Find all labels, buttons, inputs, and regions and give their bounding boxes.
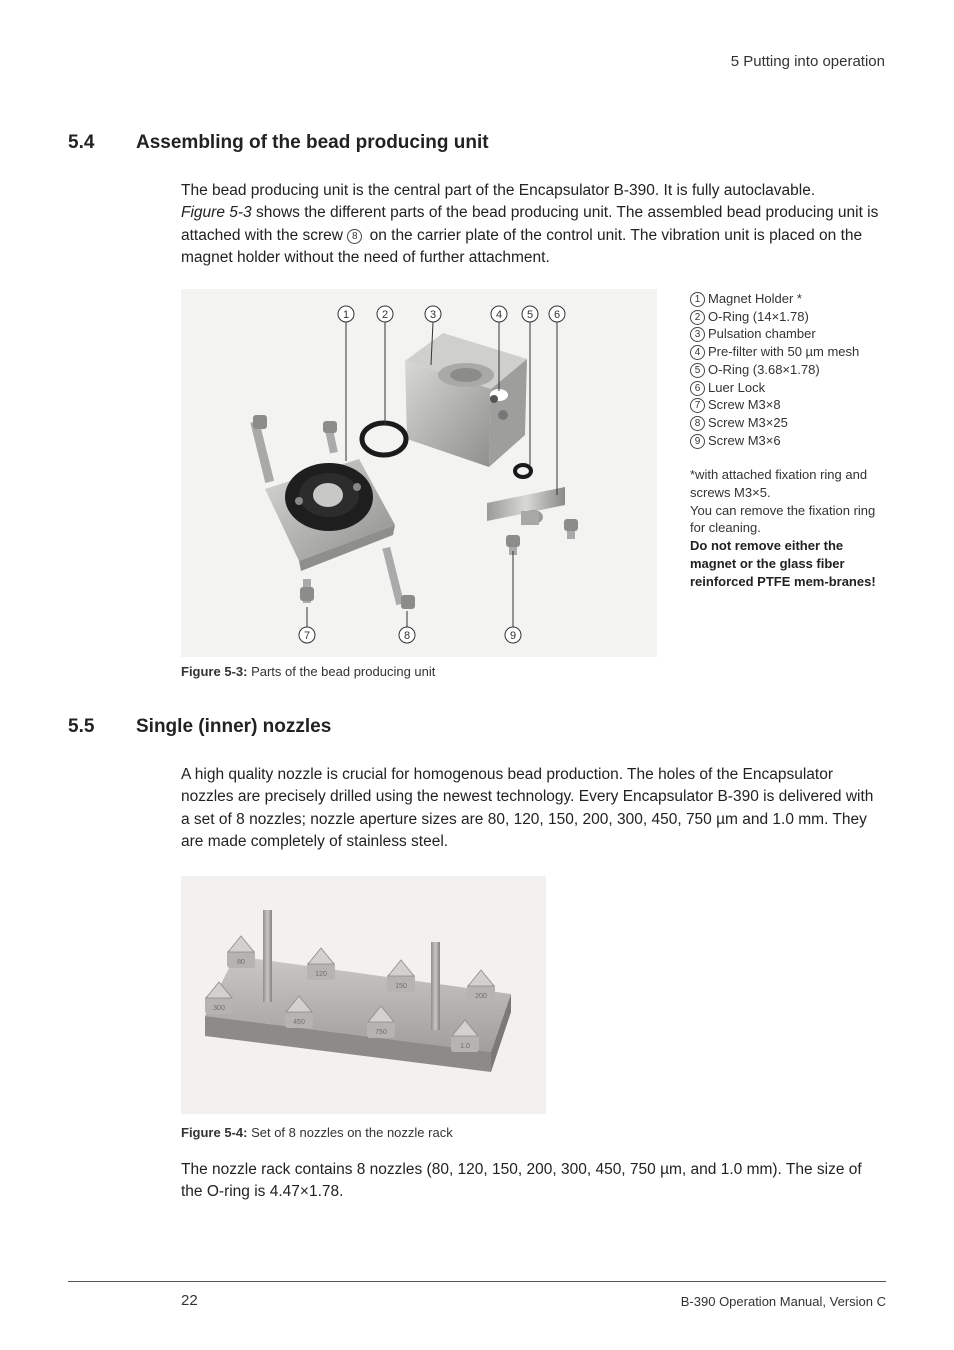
nozzle-size-label: 150 <box>395 983 407 990</box>
legend-item <box>690 396 890 414</box>
svg-text:8: 8 <box>403 630 411 642</box>
nozzle-size-label: 1.0 <box>460 1043 470 1050</box>
legend-item <box>690 432 890 450</box>
paragraph-text: A high quality nozzle is crucial for homogenous bead production. The holes of the Encapsulator nozzles are precisely drilled using the newest technology. Every Encapsulator B-390 is delivered with a set of 8 nozzles; nozzle aperture sizes are 80, 120, 150, 200, 300, 450, 750 µm and 1.0 mm. They are made completely of stainless steel. <box>181 766 874 851</box>
callout-9 <box>505 627 521 643</box>
legend-number: 9 <box>690 434 705 449</box>
legend-number: 6 <box>690 381 705 396</box>
section-5-5-paragraph <box>181 764 886 854</box>
svg-text:9: 9 <box>509 630 517 642</box>
manual-title: B-390 Operation Manual, Version C <box>680 1294 886 1309</box>
legend-text: Magnet Holder * <box>708 291 802 306</box>
legend-text: Screw M3×8 <box>708 397 781 413</box>
paragraph-text: on the carrier plate of the control unit. The vibration unit is placed on the magnet holder without the need of further attachment. <box>181 226 863 267</box>
paragraph-text: The nozzle rack contains 8 nozzles (80, 120, 150, 200, 300, 450, 750 µm, and 1.0 mm). The size of the O-ring is 4.47×1.78. <box>181 1161 862 1201</box>
legend-item <box>690 343 890 361</box>
caption-text: Set of 8 nozzles on the nozzle rack <box>247 1125 453 1140</box>
callout-number: 8 <box>347 229 362 244</box>
callout-8 <box>399 627 415 643</box>
svg-text:4: 4 <box>495 309 503 321</box>
callout-6 <box>549 306 565 322</box>
callout-3 <box>425 306 441 322</box>
figure-5-4-caption <box>181 1125 453 1140</box>
legend-number: 2 <box>690 310 705 325</box>
nozzle-size-label: 80 <box>237 959 245 966</box>
footer-divider <box>68 1281 886 1282</box>
nozzle-size-label: 750 <box>375 1029 387 1036</box>
legend-text: Screw M3×25 <box>708 414 788 430</box>
legend-text: Luer Lock <box>708 379 766 395</box>
figure-5-3-image <box>181 289 657 657</box>
legend-item <box>690 325 890 343</box>
legend-text: Pre-filter with 50 µm mesh <box>708 344 860 360</box>
page-number: 22 <box>181 1292 198 1309</box>
caption-label: Figure 5-3: <box>181 664 248 679</box>
nozzle-rack-paragraph <box>181 1159 886 1204</box>
caption-text: Parts of the bead producing unit <box>247 664 436 679</box>
legend-item <box>690 379 890 397</box>
bead-unit-parts-illustration <box>181 289 657 657</box>
figure-5-3-caption <box>181 664 435 679</box>
callout-7 <box>299 627 315 643</box>
legend-text: Screw M3×6 <box>708 432 781 448</box>
legend-text: O-Ring (14×1.78) <box>708 308 809 324</box>
legend-note: *with attached fixation ring and screws M3×5. <box>690 467 868 501</box>
paragraph-text: shows the different parts of the bead producing unit. The assembled bead producing unit is attached with the screw <box>181 204 879 244</box>
rack-pin <box>431 942 440 1030</box>
legend-item <box>690 361 890 379</box>
svg-text:2: 2 <box>381 309 389 321</box>
caption-label: Figure 5-4: <box>181 1125 248 1140</box>
svg-text:6: 6 <box>553 309 561 321</box>
legend-note-cleaning: You can remove the fixation ring for cleaning. <box>690 502 876 536</box>
callout-2 <box>377 306 393 322</box>
nozzle-rack-illustration <box>181 876 546 1114</box>
callout-1 <box>338 306 354 322</box>
figure-reference: Figure 5-3 <box>181 204 252 222</box>
section-title: Assembling of the bead producing unit <box>136 132 489 153</box>
svg-text:1: 1 <box>342 309 350 321</box>
legend-item <box>690 308 890 326</box>
legend-text: Pulsation chamber <box>708 326 816 342</box>
legend-text: O-Ring (3.68×1.78) <box>708 361 820 377</box>
legend-number: 4 <box>690 345 705 360</box>
legend-number: 3 <box>690 327 705 342</box>
svg-text:7: 7 <box>303 630 311 642</box>
legend-number: 7 <box>690 398 705 413</box>
nozzle-size-label: 450 <box>293 1019 305 1026</box>
legend-warning: Do not remove either the magnet or the glass fiber reinforced PTFE mem-branes! <box>690 538 876 589</box>
legend-number: 8 <box>690 416 705 431</box>
section-5-4-paragraph <box>181 180 886 270</box>
section-title: Single (inner) nozzles <box>136 716 332 737</box>
section-number: 5.4 <box>68 132 95 153</box>
legend-number: 1 <box>690 292 705 307</box>
callout-5 <box>522 306 538 322</box>
legend-item <box>690 414 890 432</box>
paragraph-line: The bead producing unit is the central part of the Encapsulator B-390. It is fully autoclavable. <box>181 182 816 199</box>
figure-5-4-image <box>181 876 546 1114</box>
nozzle-size-label: 200 <box>475 993 487 1000</box>
figure-5-3-legend <box>690 290 890 590</box>
legend-number: 5 <box>690 363 705 378</box>
callout-4 <box>491 306 507 322</box>
svg-text:3: 3 <box>429 309 437 321</box>
nozzle-size-label: 120 <box>315 971 327 978</box>
nozzle-size-label: 300 <box>213 1005 225 1012</box>
section-number: 5.5 <box>68 716 95 737</box>
running-header: 5 Putting into operation <box>730 53 885 70</box>
legend-item <box>690 290 890 308</box>
rack-pin <box>263 910 272 1002</box>
svg-text:5: 5 <box>526 309 534 321</box>
